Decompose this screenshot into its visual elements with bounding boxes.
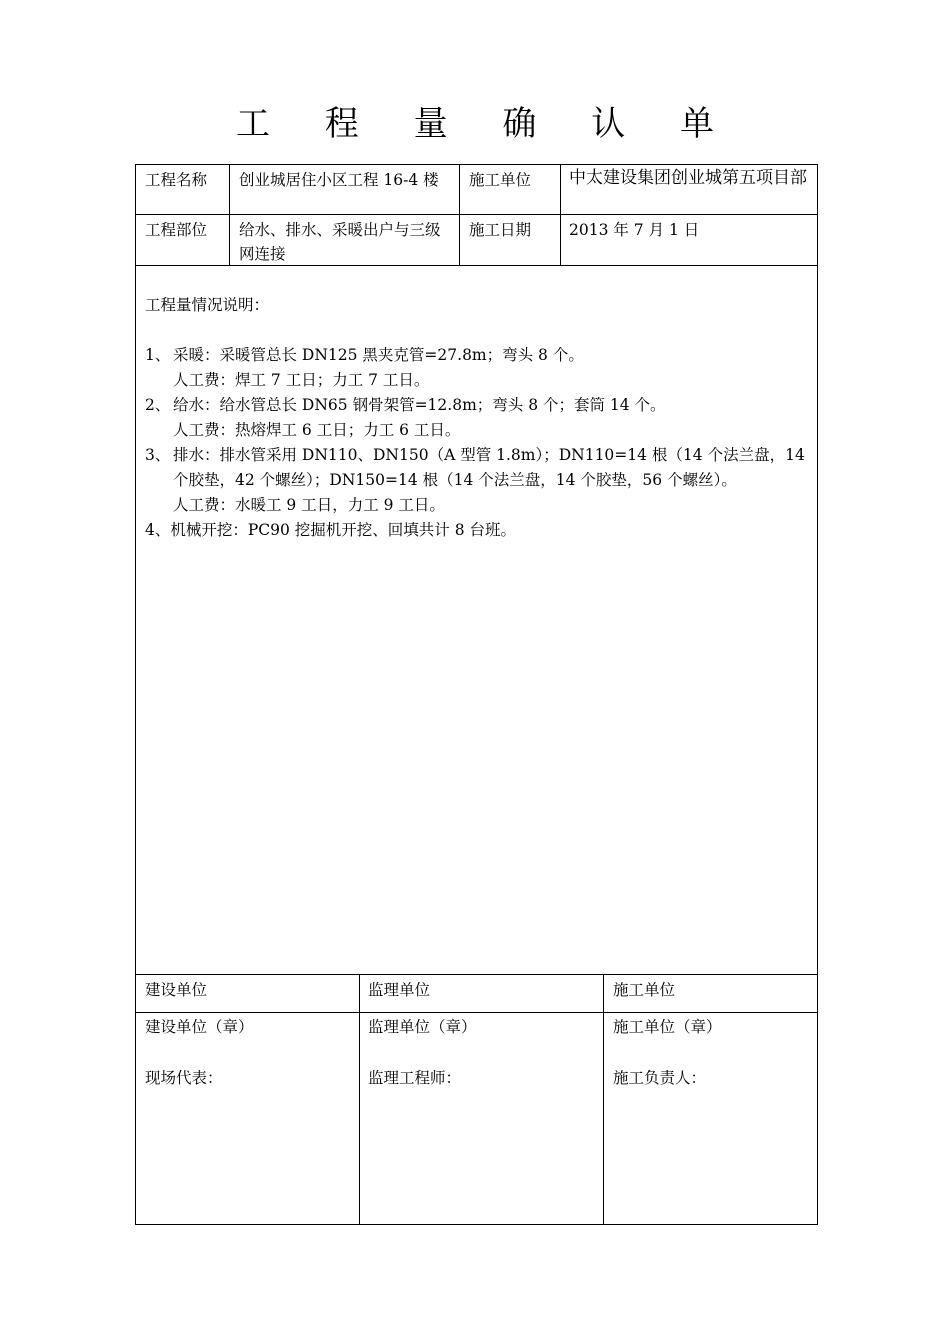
owner-rep: 现场代表： bbox=[145, 1069, 223, 1087]
supervisor-rep: 监理工程师： bbox=[368, 1069, 462, 1087]
item-heating: 1、 采暖：采暖管总长 DN125 黑夹克管=27.8m；弯头 8 个。 bbox=[145, 346, 584, 364]
supervisor-header: 监理单位 bbox=[368, 981, 431, 999]
contractor-rep: 施工负责人： bbox=[613, 1069, 707, 1087]
item-excavation: 4、机械开挖：PC90 挖掘机开挖、回填共计 8 台班。 bbox=[145, 521, 517, 539]
header-col-divider-3 bbox=[560, 164, 561, 266]
header-col-divider-2 bbox=[459, 164, 460, 266]
item-water-supply: 2、 给水：给水管总长 DN65 钢骨架管=12.8m；弯头 8 个；套筒 14 个。 bbox=[145, 396, 666, 414]
header-col-divider-1 bbox=[229, 164, 230, 266]
supervisor-seal: 监理单位（章） bbox=[368, 1018, 477, 1036]
contractor-label: 施工单位 bbox=[469, 171, 532, 189]
owner-header: 建设单位 bbox=[145, 981, 208, 999]
signature-col-divider-2 bbox=[603, 974, 604, 1224]
owner-seal: 建设单位（章） bbox=[145, 1018, 254, 1036]
quantity-description bbox=[145, 293, 813, 543]
signature-header-divider bbox=[135, 1012, 817, 1013]
contractor-value: 中太建设集团创业城第五项目部 bbox=[569, 168, 807, 188]
header-bottom-divider bbox=[135, 265, 817, 266]
item-heating-labor: 人工费：焊工 7 工日；力工 7 工日。 bbox=[173, 371, 430, 389]
location-label: 工程部位 bbox=[145, 221, 208, 239]
location-value: 给水、排水、采暖出户与三级网连接 bbox=[239, 221, 441, 263]
item-water-supply-labor: 人工费：热熔焊工 6 工日；力工 6 工日。 bbox=[173, 421, 461, 439]
signature-col-divider-1 bbox=[359, 974, 360, 1224]
contractor-header: 施工单位 bbox=[613, 981, 676, 999]
date-value: 2013 年 7 月 1 日 bbox=[569, 221, 700, 239]
description-heading: 工程量情况说明： bbox=[145, 296, 270, 314]
project-name-value: 创业城居住小区工程 16-4 楼 bbox=[239, 171, 439, 189]
project-name-label: 工程名称 bbox=[145, 171, 208, 189]
item-drainage: 3、 排水：排水管采用 DN110、DN150（A 型管 1.8m）；DN110=14 根（14 个法兰盘，14 个胶垫，42 个螺丝）；DN150=14 根（14 个法兰盘，14 个胶垫，56 个螺丝）。 bbox=[145, 446, 805, 489]
header-row-divider bbox=[135, 214, 817, 215]
contractor-seal: 施工单位（章） bbox=[613, 1018, 722, 1036]
signature-top-divider bbox=[135, 974, 817, 975]
item-drainage-labor: 人工费：水暖工 9 工日，力工 9 工日。 bbox=[173, 496, 445, 514]
date-label: 施工日期 bbox=[469, 221, 532, 239]
document-title: 工 程 量 确 认 单 bbox=[235, 104, 737, 144]
